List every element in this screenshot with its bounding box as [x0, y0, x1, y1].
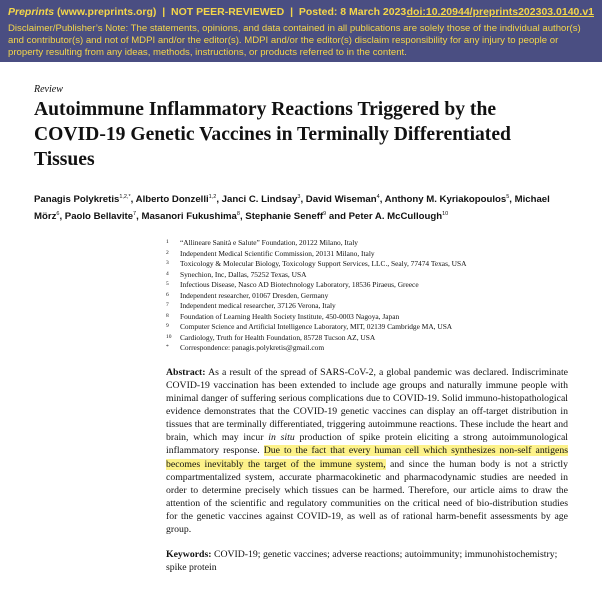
affiliation-text: Independent Medical Scientific Commission, 20131 Milano, Italy — [180, 248, 375, 258]
affiliation-item — [166, 343, 568, 354]
author-name: Paolo Bellavite — [64, 211, 134, 223]
article-type: Review — [34, 84, 63, 95]
affiliation-number: 6 — [166, 291, 169, 298]
affiliation-text: Independent researcher, 01067 Dresden, Germany — [180, 290, 329, 300]
affiliation-number: 3 — [166, 260, 169, 267]
author-affiliation-marker: 1,2 — [208, 194, 217, 200]
affiliation-item — [166, 259, 568, 270]
affiliation-number: 4 — [166, 270, 169, 277]
affiliation-text: Independent medical researcher, 37126 Verona, Italy — [180, 301, 336, 311]
affiliation-item — [166, 291, 568, 302]
posted-date: Posted: 8 March 2023 — [298, 6, 407, 18]
author-name: Anthony M. Kyriakopoulos — [384, 194, 507, 206]
author-separator: , — [239, 211, 246, 223]
affiliation-item — [166, 238, 568, 249]
affiliation-text: Foundation of Learning Health Society Institute, 450-0003 Nagoya, Japan — [180, 311, 400, 321]
author-name: Masanori Fukushima — [141, 211, 237, 223]
author-name: Alberto Donzelli — [135, 194, 209, 206]
author-name: Panagis Polykretis — [34, 194, 120, 206]
peer-review-status: NOT PEER-REVIEWED — [171, 6, 285, 18]
banner-status-line — [8, 6, 406, 18]
affiliation-number: 2 — [166, 249, 169, 256]
preprint-banner — [0, 0, 602, 62]
keywords — [166, 548, 568, 574]
abstract-text: production of spike protein eliciting a strong autoimmunological inflammatory response. — [166, 432, 568, 457]
author-separator: , — [216, 194, 222, 206]
abstract-highlight: Due to the fact that every human cell which synthesizes non-self antigens becomes inevitably the target of the immune system, — [166, 445, 568, 470]
author-name: Peter A. McCullough — [348, 211, 443, 223]
author-affiliation-marker: 10 — [442, 211, 449, 218]
affiliation-text: Infectious Disease, Nasco AD Biotechnology Laboratory, 18536 Piraeus, Greece — [180, 280, 419, 290]
abstract-text: As a result of the spread of SARS-CoV-2, a global pandemic was declared. Indiscriminate COVID-19 vaccination has been extended to include age groups and naturally immune people with minimal danger of suffering serious complications due to COVID-19. Solid immuno-histopathological evidence demonstrates that the COVID-19 genetic vaccines can display an off-target distribution in tissues that are terminally differentiated, triggering autoimmune reactions. These include the heart and brain, which may incur — [166, 366, 568, 444]
author-affiliation-marker: 5 — [506, 194, 510, 200]
affiliation-list — [166, 238, 568, 354]
author-separator: , — [300, 194, 306, 206]
affiliation-text: Cardiology, Truth for Health Foundation, 85728 Tucson AZ, USA — [180, 332, 376, 342]
abstract-text: and since the human body is not a strictly compartmentalized system, accurate pharmacokinetic and pharmacodynamic studies are needed in order to determine precisely which tissues can be harmed. Therefore, our article aims to draw the attention of the scientific and regulatory communities on the critical need of bio-distribution studies for the genetic vaccines against COVID-19, as well as of rational harm-benefit assessments by age group. — [166, 458, 568, 535]
author-separator: , — [509, 194, 515, 206]
author-separator: , — [136, 211, 142, 223]
separator: | — [290, 6, 294, 18]
affiliation-text: Computer Science and Artificial Intelligence Laboratory, MIT, 02139 Cambridge MA, USA — [180, 322, 453, 332]
author-separator: , — [130, 194, 136, 206]
banner-top-row — [8, 6, 594, 18]
author-separator: , — [379, 194, 385, 206]
author-affiliation-marker: 8 — [236, 211, 240, 218]
affiliation-number: 8 — [166, 312, 169, 319]
affiliation-number: 10 — [166, 333, 172, 340]
affiliation-item — [166, 322, 568, 333]
doi-link[interactable]: doi:10.20944/preprints202303.0140.v1 — [406, 6, 594, 18]
affiliation-item — [166, 301, 568, 312]
author-separator: , — [59, 211, 65, 223]
author-name: Janci C. Lindsay — [221, 194, 298, 206]
affiliation-number: * — [166, 344, 169, 351]
author-affiliation-marker: 3 — [297, 194, 301, 200]
affiliation-item — [166, 270, 568, 281]
affiliation-text: Synechion, Inc, Dallas, 75252 Texas, USA — [180, 269, 307, 279]
abstract — [166, 366, 568, 536]
abstract-italic: in situ — [268, 432, 295, 444]
author-affiliation-marker: 6 — [56, 211, 60, 218]
affiliation-item — [166, 249, 568, 260]
author-affiliation-marker: 1,2,* — [119, 194, 131, 200]
site-url[interactable]: (www.preprints.org) — [57, 6, 157, 18]
affiliation-item — [166, 312, 568, 323]
affiliation-item — [166, 280, 568, 291]
author-affiliation-marker: 4 — [376, 194, 380, 200]
affiliation-number: 5 — [166, 281, 169, 288]
affiliation-number: 1 — [166, 239, 169, 246]
author-name: Stephanie Seneff — [245, 211, 324, 223]
article-title: Autoimmune Inflammatory Reactions Triggered by the COVID-19 Genetic Vaccines in Terminally Differentiated Tissues — [34, 99, 511, 170]
abstract-label: Abstract: — [166, 366, 206, 378]
keywords-text: COVID-19; genetic vaccines; adverse reactions; autoimmunity; immunohistochemistry; spike protein — [166, 549, 558, 574]
author-affiliation-marker: 9 — [323, 211, 327, 218]
affiliation-number: 7 — [166, 302, 169, 309]
author-affiliation-marker: 7 — [133, 211, 137, 218]
article-content — [0, 84, 602, 574]
author-name: Michael Mörz — [34, 194, 550, 223]
affiliation-item — [166, 333, 568, 344]
affiliation-text: Correspondence: panagis.polykretis@gmail.com — [180, 343, 325, 353]
author-name: David Wiseman — [305, 194, 377, 206]
affiliation-text: Toxicology & Molecular Biology, Toxicology Support Services, LLC., Sealy, 77474 Texas, USA — [180, 259, 467, 269]
affiliation-text: “Allineare Sanità e Salute” Foundation, 20122 Milano, Italy — [180, 238, 358, 248]
site-name: Preprints — [8, 6, 55, 18]
author-separator: and — [326, 211, 349, 223]
keywords-label: Keywords: — [166, 549, 212, 561]
author-list — [34, 190, 568, 224]
affiliation-number: 9 — [166, 323, 169, 330]
publisher-disclaimer: Disclaimer/Publisher’s Note: The statements, opinions, and data contained in all publications are solely those of the individual author(s) and contributor(s) and not of MDPI and/or the editor(s). MDPI and/or the editor(s) disclaim responsibility for any injury to people or property resulting from any ideas, methods, instructions, or products referred to in the content. — [8, 23, 581, 58]
separator: | — [162, 6, 166, 18]
